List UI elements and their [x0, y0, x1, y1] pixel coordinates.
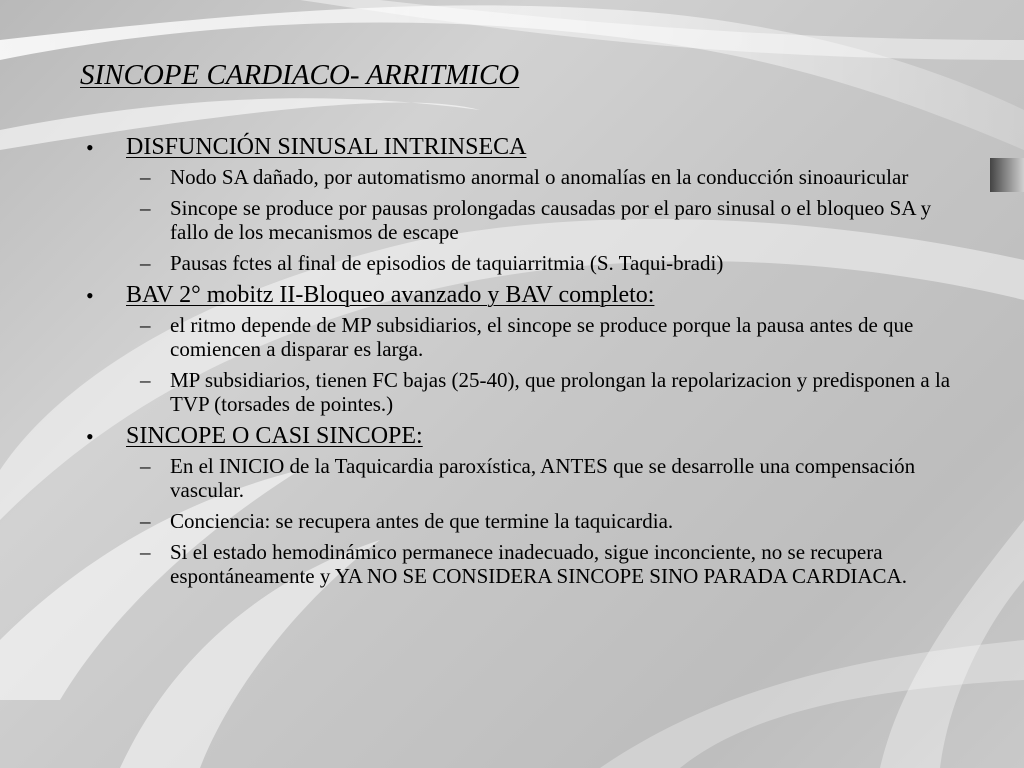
dash-icon: –: [140, 540, 151, 564]
sub-bullet-text: En el INICIO de la Taquicardia paroxística, ANTES que se desarrolle una compensación vascular.: [170, 454, 916, 502]
bullet-icon: •: [86, 283, 94, 308]
sub-bullet-text: Nodo SA dañado, por automatismo anormal o anomalías en la conducción sinoauricular: [170, 165, 909, 189]
dash-icon: –: [140, 313, 151, 337]
sub-bullet-item: [126, 368, 954, 416]
sub-bullet-text: Conciencia: se recupera antes de que termine la taquicardia.: [170, 509, 674, 533]
sub-bullet-item: [126, 313, 954, 361]
bullet-icon: •: [86, 424, 94, 449]
sub-bullet-list: [126, 454, 954, 588]
sub-bullet-text: Pausas fctes al final de episodios de taquiarritmia (S. Taqui-bradi): [170, 251, 724, 275]
slide-title: SINCOPE CARDIACO- ARRITMICO: [80, 59, 520, 91]
section-heading: SINCOPE O CASI SINCOPE:: [126, 423, 423, 449]
section-bullet: [84, 134, 954, 275]
sub-bullet-text: el ritmo depende de MP subsidiarios, el sincope se produce porque la pausa antes de que comiencen a disparar es larga.: [170, 313, 914, 361]
bullet-icon: •: [86, 135, 94, 160]
dash-icon: –: [140, 165, 151, 189]
sub-bullet-item: [126, 509, 954, 533]
sub-bullet-item: [126, 196, 954, 244]
bullet-list: [84, 134, 954, 595]
section-bullet: [84, 423, 954, 588]
sub-bullet-list: [126, 165, 954, 275]
sub-bullet-text: Sincope se produce por pausas prolongadas causadas por el paro sinusal o el bloqueo SA y fallo de los mecanismos de escape: [170, 196, 932, 244]
sub-bullet-item: [126, 165, 954, 189]
dash-icon: –: [140, 509, 151, 533]
sub-bullet-list: [126, 313, 954, 416]
section-heading: DISFUNCIÓN SINUSAL INTRINSECA: [126, 134, 527, 160]
dash-icon: –: [140, 196, 151, 220]
sub-bullet-text: Si el estado hemodinámico permanece inadecuado, sigue inconciente, no se recupera espontáneamente y YA NO SE CONSIDERA SINCOPE SINO PARADA CARDIACA.: [170, 540, 907, 588]
sub-bullet-item: [126, 540, 954, 588]
dash-icon: –: [140, 368, 151, 392]
dash-icon: –: [140, 251, 151, 275]
section-heading: BAV 2° mobitz II-Bloqueo avanzado y BAV completo:: [126, 282, 655, 308]
sub-bullet-item: [126, 251, 954, 275]
dash-icon: –: [140, 454, 151, 478]
sub-bullet-item: [126, 454, 954, 502]
sub-bullet-text: MP subsidiarios, tienen FC bajas (25-40), que prolongan la repolarizacion y predisponen a la TVP (torsades de pointes.): [170, 368, 951, 416]
section-bullet: [84, 282, 954, 416]
